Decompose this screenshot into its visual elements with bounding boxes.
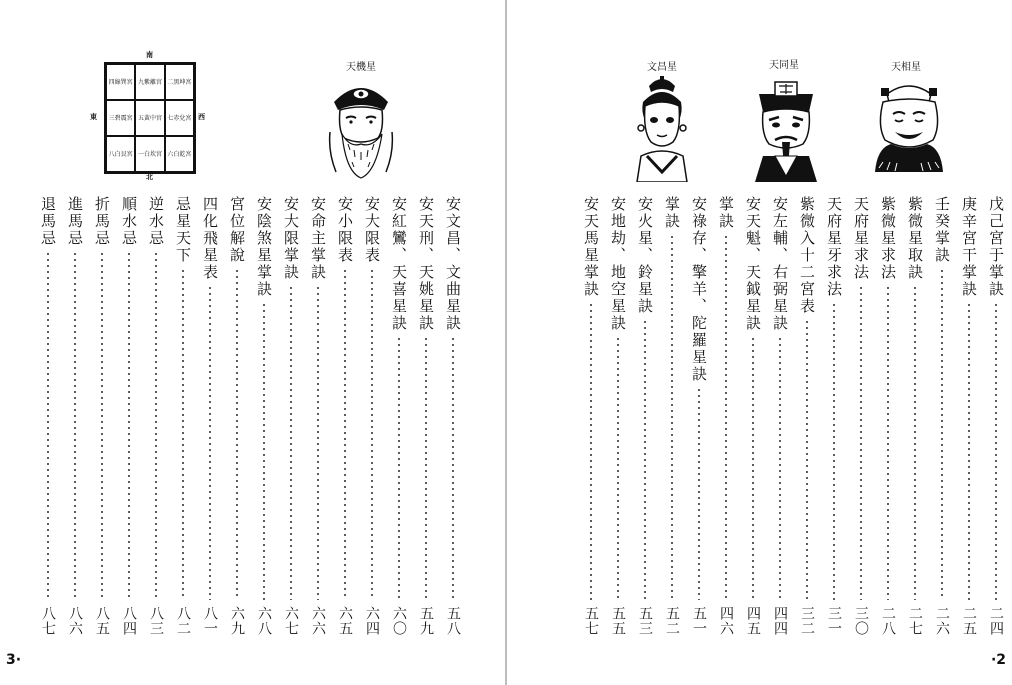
wenchang-portrait-illustration xyxy=(627,72,697,182)
toc-entry-page: 二四 xyxy=(988,606,1004,636)
toc-entry-title: 安大限表 xyxy=(363,196,381,264)
toc-entry-title: 天府星求法 xyxy=(852,196,870,281)
toc-leader-dots xyxy=(833,302,835,600)
left-page xyxy=(0,0,505,685)
toc-entry[interactable] xyxy=(983,196,1009,636)
toc-entry[interactable] xyxy=(413,196,439,636)
toc-entry-title: 安小限表 xyxy=(336,196,354,264)
toc-entry-page: 八一 xyxy=(202,606,218,636)
toc-leader-dots xyxy=(263,302,265,600)
toc-leader-dots xyxy=(887,285,889,600)
toc-entry-page: 四六 xyxy=(718,606,734,636)
toc-entry[interactable] xyxy=(278,196,304,636)
toc-entry-page: 五三 xyxy=(637,606,653,636)
toc-leader-dots xyxy=(371,268,373,600)
toc-leader-dots xyxy=(155,251,157,600)
toc-entry[interactable] xyxy=(578,196,604,636)
nine-palace-chart xyxy=(88,50,218,180)
toc-entry-page: 四五 xyxy=(745,606,761,636)
toc-entry-title: 安天刑、天姚星訣 xyxy=(417,196,435,332)
toc-entry-title: 逆水忌 xyxy=(147,196,165,247)
toc-entry[interactable] xyxy=(848,196,874,636)
toc-entry[interactable] xyxy=(251,196,277,636)
toc-entry[interactable] xyxy=(386,196,412,636)
toc-entry-title: 安左輔、右弼星訣 xyxy=(771,196,789,332)
portrait-label-tiantong: 天同星 xyxy=(769,60,799,71)
toc-entry-page: 六六 xyxy=(310,606,326,636)
right-page xyxy=(507,0,1012,685)
toc-entry-page: 三〇 xyxy=(853,606,869,636)
toc-entry[interactable] xyxy=(143,196,169,636)
toc-entry-page: 八四 xyxy=(121,606,137,636)
toc-entry-page: 五九 xyxy=(418,606,434,636)
grid-cell: 二黑坤宮 xyxy=(165,64,194,100)
grid-cell: 五黃中宮 xyxy=(135,100,164,136)
toc-entry-title: 進馬忌 xyxy=(66,196,84,247)
toc-entry-title: 宮位解說 xyxy=(228,196,246,264)
toc-entry-title: 壬癸掌訣 xyxy=(933,196,951,264)
toc-entry[interactable] xyxy=(740,196,766,636)
toc-entry-title: 四化飛星表 xyxy=(201,196,219,281)
grid-cell: 一白坎宮 xyxy=(135,136,164,172)
toc-entry-title: 安地劫、地空星訣 xyxy=(609,196,627,332)
toc-entry-page: 二八 xyxy=(880,606,896,636)
toc-entry-title: 掌訣 xyxy=(663,196,681,230)
toc-entry[interactable] xyxy=(956,196,982,636)
toc-entry-title: 安命主掌訣 xyxy=(309,196,327,281)
direction-right: 西 xyxy=(198,113,205,121)
toc-entry[interactable] xyxy=(902,196,928,636)
toc-entry[interactable] xyxy=(197,196,223,636)
portrait-label-tianxiang: 天相星 xyxy=(891,62,921,73)
toc-entry[interactable] xyxy=(224,196,250,636)
toc-entry-title: 掌訣 xyxy=(717,196,735,230)
toc-entry[interactable] xyxy=(659,196,685,636)
toc-entry-page: 八七 xyxy=(40,606,56,636)
toc-entry-title: 天府星牙求法 xyxy=(825,196,843,298)
toc-entry[interactable] xyxy=(686,196,712,636)
toc-entry-title: 安天魁、天鉞星訣 xyxy=(744,196,762,332)
toc-leader-dots xyxy=(128,251,130,600)
toc-entry[interactable] xyxy=(62,196,88,636)
grid-cell: 八白艮宮 xyxy=(106,136,135,172)
toc-entry[interactable] xyxy=(875,196,901,636)
direction-bottom: 北 xyxy=(146,173,153,181)
toc-leader-dots xyxy=(968,302,970,600)
toc-entry[interactable] xyxy=(170,196,196,636)
grid-cell: 七赤兌宮 xyxy=(165,100,194,136)
toc-leader-dots xyxy=(425,336,427,600)
grid-cell: 三碧震宮 xyxy=(106,100,135,136)
toc-entry[interactable] xyxy=(35,196,61,636)
toc-entry[interactable] xyxy=(929,196,955,636)
tianji-portrait-illustration xyxy=(326,72,396,182)
toc-leader-dots xyxy=(914,285,916,600)
toc-entry[interactable] xyxy=(605,196,631,636)
toc-entry-page: 二六 xyxy=(934,606,950,636)
toc-entry-page: 五七 xyxy=(583,606,599,636)
toc-entry-title: 安祿存、擎羊、陀羅星訣 xyxy=(690,196,708,383)
toc-leader-dots xyxy=(236,268,238,600)
toc-entry[interactable] xyxy=(305,196,331,636)
toc-entry[interactable] xyxy=(713,196,739,636)
toc-leader-dots xyxy=(671,234,673,600)
toc-entry[interactable] xyxy=(767,196,793,636)
toc-entry-title: 紫微星求法 xyxy=(879,196,897,281)
toc-leader-dots xyxy=(698,387,700,600)
toc-entry-page: 六五 xyxy=(337,606,353,636)
toc-leader-dots xyxy=(725,234,727,600)
toc-entry-page: 八二 xyxy=(175,606,191,636)
toc-entry[interactable] xyxy=(116,196,142,636)
toc-entry-page: 六四 xyxy=(364,606,380,636)
toc-entry[interactable] xyxy=(89,196,115,636)
toc-entry-title: 退馬忌 xyxy=(39,196,57,247)
toc-entry-page: 六九 xyxy=(229,606,245,636)
toc-entry-page: 五二 xyxy=(664,606,680,636)
toc-leader-dots xyxy=(344,268,346,600)
toc-entry-title: 紫微入十二宮表 xyxy=(798,196,816,315)
toc-leader-dots xyxy=(644,319,646,600)
toc-entry-page: 六〇 xyxy=(391,606,407,636)
toc-leader-dots xyxy=(209,285,211,600)
toc-leader-dots xyxy=(452,336,454,600)
toc-entry-title: 安天馬星掌訣 xyxy=(582,196,600,298)
toc-entry-page: 五一 xyxy=(691,606,707,636)
toc-entry-page: 三二 xyxy=(799,606,815,636)
toc-leader-dots xyxy=(101,251,103,600)
toc-entry-page: 四四 xyxy=(772,606,788,636)
toc-leader-dots xyxy=(47,251,49,600)
toc-leader-dots xyxy=(590,302,592,600)
toc-entry-title: 安紅鸞、天喜星訣 xyxy=(390,196,408,332)
toc-entry-page: 五八 xyxy=(445,606,461,636)
toc-leader-dots xyxy=(860,285,862,600)
tiantong-portrait-illustration xyxy=(749,72,823,182)
toc-leader-dots xyxy=(398,336,400,600)
toc-entry[interactable] xyxy=(440,196,466,636)
toc-entry-title: 忌星天下 xyxy=(174,196,192,264)
toc-entry-page: 二五 xyxy=(961,606,977,636)
toc-entry-title: 紫微星取訣 xyxy=(906,196,924,281)
tianxiang-portrait-illustration xyxy=(871,72,947,172)
toc-entry[interactable] xyxy=(359,196,385,636)
page-number-right: ·2 xyxy=(990,652,1006,668)
toc-leader-dots xyxy=(752,336,754,600)
portrait-label-wenchang: 文昌星 xyxy=(647,62,677,73)
toc-leader-dots xyxy=(779,336,781,600)
toc-entry-title: 安大限掌訣 xyxy=(282,196,300,281)
toc-leader-dots xyxy=(317,285,319,600)
toc-leader-dots xyxy=(941,268,943,600)
toc-entry[interactable] xyxy=(632,196,658,636)
toc-entry-title: 安文昌、文曲星訣 xyxy=(444,196,462,332)
toc-entry-page: 五五 xyxy=(610,606,626,636)
grid-cell: 四綠巽宮 xyxy=(106,64,135,100)
toc-entry[interactable] xyxy=(821,196,847,636)
toc-entry-title: 折馬忌 xyxy=(93,196,111,247)
toc-entry-title: 庚辛宮干掌訣 xyxy=(960,196,978,298)
page-number-left: 3· xyxy=(6,652,22,668)
toc-entry[interactable] xyxy=(332,196,358,636)
portrait-label-tianji: 天機星 xyxy=(346,62,376,73)
toc-entry-page: 三一 xyxy=(826,606,842,636)
toc-entry-title: 戊己宮于掌訣 xyxy=(987,196,1005,298)
direction-top: 南 xyxy=(146,51,153,59)
toc-leader-dots xyxy=(182,268,184,600)
grid-cell: 六白乾宮 xyxy=(165,136,194,172)
toc-entry-page: 二七 xyxy=(907,606,923,636)
grid-cell: 九紫離宮 xyxy=(135,64,164,100)
toc-leader-dots xyxy=(617,336,619,600)
direction-left: 東 xyxy=(90,113,97,121)
toc-entry-page: 六八 xyxy=(256,606,272,636)
toc-leader-dots xyxy=(995,302,997,600)
toc-leader-dots xyxy=(74,251,76,600)
palace-grid xyxy=(104,62,196,174)
toc-entry-page: 八六 xyxy=(67,606,83,636)
toc-entry-page: 八五 xyxy=(94,606,110,636)
toc-entry-title: 順水忌 xyxy=(120,196,138,247)
toc-leader-dots xyxy=(290,285,292,600)
toc-entry-page: 六七 xyxy=(283,606,299,636)
toc-entry-page: 八三 xyxy=(148,606,164,636)
toc-entry[interactable] xyxy=(794,196,820,636)
toc-leader-dots xyxy=(806,319,808,600)
toc-entry-title: 安陰煞星掌訣 xyxy=(255,196,273,298)
toc-entry-title: 安火星、鈴星訣 xyxy=(636,196,654,315)
